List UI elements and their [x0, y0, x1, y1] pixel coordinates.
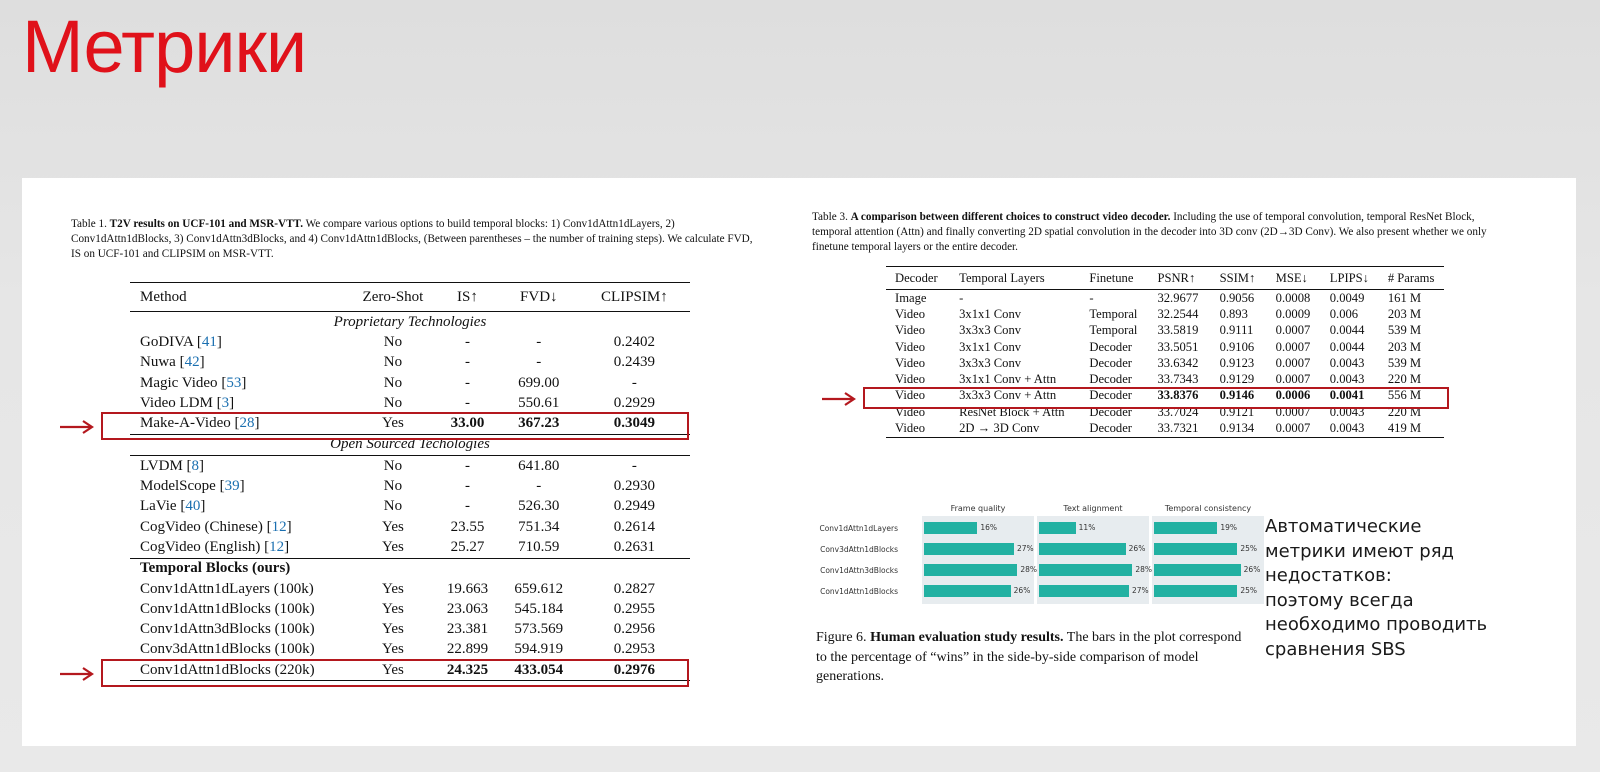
table3-cell-ssim: 0.9123: [1219, 355, 1255, 370]
table1-cell-zeroshot: Yes: [350, 413, 436, 434]
table3-cell-ssim: 0.9111: [1219, 323, 1254, 338]
table3-cell-psnr: 33.6342: [1157, 355, 1199, 370]
bar: [924, 543, 1014, 555]
table3-cell-lpips: 0.0043: [1329, 404, 1365, 419]
table1-cell-fvd: 526.30: [518, 498, 560, 515]
table1-cell-clipsim: 0.2614: [613, 518, 656, 535]
bar-value-label: 26%: [1243, 565, 1261, 574]
table1-cell-fvd: 659.612: [514, 580, 564, 597]
method-name: Magic Video: [140, 374, 218, 391]
table1-cell-is: -: [464, 478, 470, 495]
table1-header-is: IS↑: [436, 283, 499, 312]
method-name: ModelScope: [140, 478, 216, 495]
highlight-conv1dattn1dblocks-220k: [101, 659, 689, 687]
table1-cell-method: CogVideo (English) [12]: [140, 538, 290, 555]
table3-cell-decoder: Video: [895, 355, 926, 370]
citation-link: 39: [224, 478, 240, 495]
table3-cell-psnr: 33.8376: [1157, 388, 1199, 403]
table3-cell-ssim: 0.893: [1219, 306, 1248, 321]
table3-cell-lpips: 0.0041: [1329, 388, 1365, 403]
table1: [130, 282, 690, 681]
table1-cell-clipsim: -: [631, 374, 637, 391]
category-label: Conv1dAttn1dBlocks: [820, 587, 898, 596]
bar: [1154, 585, 1237, 597]
table3-cell-psnr: 33.7321: [1157, 420, 1219, 437]
method-name: Conv1dAttn1dBlocks (100k): [140, 600, 315, 617]
table1-cell-fvd: 545.184: [514, 600, 564, 617]
bar-value-label: 25%: [1240, 544, 1257, 553]
table1-cell-fvd: 594.919: [514, 641, 564, 658]
bar: [924, 585, 1011, 597]
bar: [1154, 543, 1237, 555]
table1-cell-fvd: 433.054: [499, 660, 579, 681]
table3-cell-decoder: Video: [895, 323, 926, 338]
note-line: необходимо проводить: [1265, 614, 1488, 636]
table1-row: [130, 537, 690, 558]
table3-header-ssim: SSIM↑: [1220, 267, 1276, 290]
bar: [1154, 522, 1217, 534]
table1-cell-clipsim: 0.2953: [613, 641, 656, 658]
table1-cell-zeroshot: No: [383, 333, 403, 350]
table1-cell-is: -: [464, 333, 470, 350]
method-name: Nuwa: [140, 354, 176, 371]
table1-caption-bold: T2V results on UCF-101 and MSR-VTT.: [109, 218, 303, 230]
category-label: Conv1dAttn1dLayers: [819, 524, 898, 533]
table1-cell-clipsim: 0.2402: [613, 333, 656, 350]
citation-link: 8: [191, 457, 200, 474]
bar-value-label: 27%: [1017, 544, 1034, 553]
table3-header-row: [886, 267, 1444, 290]
table3-row: [886, 290, 1444, 307]
table3-header-mse: MSE↓: [1276, 267, 1330, 290]
table3-body: [886, 290, 1444, 438]
bar-value-label: 19%: [1220, 523, 1237, 532]
method-name: Conv1dAttn1dLayers (100k): [140, 580, 314, 597]
table1-cell-method: LaVie [40]: [140, 498, 206, 515]
table3-cell-mse: 0.0006: [1275, 388, 1311, 403]
table1-caption: [71, 217, 761, 262]
bar: [924, 522, 977, 534]
table3-header-params: # Params: [1388, 267, 1444, 290]
highlight-make-a-video: [101, 412, 689, 440]
panel-title: Text alignment: [1063, 504, 1123, 513]
table3-cell-temporal-layers: 3x1x1 Conv: [959, 306, 1022, 321]
bar-value-label: 25%: [1240, 586, 1257, 595]
figure6-caption-text: The bars in the plot correspond to the percentage of “wins” in the side-by-side comparison of model generations.: [816, 630, 1242, 684]
table3-cell-params: 220 M: [1387, 372, 1422, 387]
table1-section-label: Open Sourced Techologies: [130, 434, 690, 455]
table3-cell-lpips: 0.0043: [1330, 420, 1388, 437]
bar-value-label: 28%: [1135, 565, 1152, 574]
table3-cell-finetune: Decoder: [1089, 420, 1157, 437]
side-note: [1265, 515, 1585, 663]
table3-cell-ssim: 0.9146: [1219, 388, 1255, 403]
table1-cell-zeroshot: No: [383, 457, 403, 474]
table1-cell-is: 25.27: [450, 538, 485, 555]
table1-cell-clipsim: 0.2631: [613, 538, 656, 555]
table1-header-row: [130, 283, 690, 312]
table3-cell-finetune: Temporal: [1089, 323, 1138, 338]
table1-section-row: [130, 558, 690, 579]
table1-row: [130, 332, 690, 352]
table1-cell-fvd: -: [536, 333, 542, 350]
table3-cell-decoder: Video: [895, 404, 926, 419]
table1-cell-method: [130, 640, 350, 660]
table1-cell-clipsim: 0.2956: [613, 621, 656, 638]
table3-caption-label: Table 3.: [812, 211, 848, 223]
table1-cell-zeroshot: Yes: [382, 600, 404, 617]
slide-title: Метрики: [22, 5, 307, 88]
table3-cell-temporal-layers: 2D → 3D Conv: [959, 420, 1089, 437]
chart-panel: [922, 504, 1037, 604]
table3-cell-params: 556 M: [1387, 388, 1422, 403]
table1-row: [130, 393, 690, 413]
table3-cell-lpips: 0.0044: [1329, 323, 1365, 338]
table1-row: [130, 497, 690, 517]
bar: [924, 564, 1017, 576]
bar-value-label: 26%: [1128, 544, 1146, 553]
table1-cell-is: -: [464, 498, 470, 515]
table1-cell-fvd: 641.80: [518, 457, 560, 474]
table1-cell-zeroshot: No: [383, 478, 403, 495]
table1-cell-is: -: [464, 457, 470, 474]
table3-cell-lpips: 0.006: [1329, 306, 1359, 321]
table1-row: [130, 517, 690, 537]
table1-caption-text: We compare various options to build temporal blocks: 1) Conv1dAttn1dLayers, 2) Conv1dAttn1dBlocks, 3) Conv1dAttn3dBlocks, and 4) Conv1dAttn1dBlocks, (Between parentheses – the number of training steps). We calculate FVD, IS on UCF-101 and CLIPSIM on MSR-VTT.: [71, 218, 753, 260]
table1-row: [130, 373, 690, 393]
table1-row: [130, 579, 690, 599]
table3-cell-mse: 0.0007: [1275, 372, 1311, 387]
citation-link: 53: [226, 374, 242, 391]
table1-cell-zeroshot: Yes: [350, 660, 436, 681]
table1-cell-fvd: 699.00: [518, 374, 560, 391]
table1-cell-zeroshot: Yes: [382, 538, 404, 555]
table1-cell-is: 19.663: [446, 580, 489, 597]
table3-caption-text: Including the use of temporal convolution, temporal ResNet Block, temporal attention (Attn) and finally converting 2D spatial convolution in the decoder into 3D conv (2D→3D Conv). We also present whether we only finetune temporal layers or the entire decoder.: [812, 211, 1487, 253]
table3-cell-psnr: 32.9677: [1157, 290, 1199, 305]
table1-cell-zeroshot: No: [383, 394, 403, 411]
method-name: CogVideo (English): [140, 538, 261, 555]
table1-cell-zeroshot: Yes: [382, 641, 404, 658]
table1-cell-zeroshot: Yes: [382, 580, 404, 597]
table1-cell-clipsim: 0.2929: [613, 394, 656, 411]
table3-cell-mse: 0.0007: [1275, 323, 1311, 338]
method-name: Conv1dAttn3dBlocks (100k): [140, 621, 315, 638]
figure6-caption: [816, 628, 1246, 687]
table3-cell-mse: 0.0008: [1275, 290, 1311, 305]
arrow-icon: [60, 420, 94, 434]
table1-body: [130, 312, 690, 681]
table3-cell-params: 539 M: [1387, 323, 1422, 338]
table3-caption-bold: A comparison between different choices to construct video decoder.: [850, 211, 1171, 223]
table1-cell-is: 23.381: [446, 621, 489, 638]
table3-cell-psnr: 33.7343: [1157, 372, 1199, 387]
citation-link: 28: [239, 415, 255, 432]
table3-header-lpips: LPIPS↓: [1330, 267, 1388, 290]
table3-cell-ssim: 0.9121: [1219, 404, 1255, 419]
table3-header-psnr: PSNR↑: [1157, 267, 1219, 290]
table1-cell-method: GoDIVA [41]: [140, 333, 222, 350]
table3-cell-finetune: Decoder: [1089, 404, 1132, 419]
table3-cell-decoder: Video: [895, 339, 926, 354]
table3-cell-temporal-layers: -: [959, 290, 964, 305]
citation-link: 12: [269, 538, 285, 555]
table1-row: [130, 619, 690, 639]
table1-section-row: [130, 312, 690, 333]
table1-header-method: Method: [130, 283, 350, 312]
citation-link: 41: [201, 333, 217, 350]
table3-cell-psnr: 33.7024: [1157, 404, 1199, 419]
highlight-3x3x3-conv-attn: [863, 387, 1449, 409]
note-line: сравнения SBS: [1265, 638, 1406, 660]
table3-cell-psnr: 32.2544: [1157, 306, 1199, 321]
table3-cell-temporal-layers: 3x3x3 Conv + Attn: [959, 388, 1057, 403]
table1-cell-method: [130, 619, 350, 639]
table3-cell-finetune: Temporal: [1089, 306, 1138, 321]
table3-cell-ssim: 0.9129: [1219, 372, 1255, 387]
table1-cell-zeroshot: No: [383, 374, 403, 391]
table1-caption-label: Table 1.: [71, 218, 107, 230]
bar-value-label: 11%: [1078, 523, 1096, 532]
table3-cell-finetune: Decoder: [1089, 372, 1132, 387]
table3-cell-finetune: Decoder: [1089, 388, 1132, 403]
table1-cell-is: 23.55: [450, 518, 485, 535]
citation-link: 40: [185, 498, 201, 515]
table1-cell-method: ModelScope [39]: [140, 478, 245, 495]
table3-cell-temporal-layers: 3x1x1 Conv: [959, 339, 1022, 354]
table3-cell-temporal-layers: 3x1x1 Conv + Attn: [959, 372, 1057, 387]
citation-link: 3: [221, 394, 230, 411]
chart-panel: [1037, 504, 1152, 604]
arrow-icon: [822, 392, 856, 406]
table3-cell-mse: 0.0009: [1275, 306, 1311, 321]
table1-header-clipsim: CLIPSIM↑: [579, 283, 690, 312]
method-name: CogVideo (Chinese): [140, 518, 263, 535]
table3-cell-ssim: 0.9106: [1219, 339, 1255, 354]
bar: [1039, 522, 1076, 534]
table3-cell-mse: 0.0007: [1275, 404, 1311, 419]
method-name: Conv3dAttn1dBlocks (100k): [140, 641, 315, 658]
table1-cell-zeroshot: Yes: [382, 518, 404, 535]
arrow-icon: [60, 667, 94, 681]
table3-header-decoder: Decoder: [886, 267, 959, 290]
table3-row: [886, 306, 1444, 322]
table3-cell-decoder: Video: [895, 372, 926, 387]
table1-cell-clipsim: -: [631, 457, 637, 474]
table3-cell-decoder: Video: [895, 306, 926, 321]
table1-cell-fvd: 573.569: [514, 621, 564, 638]
table1-cell-method: LVDM [8]: [140, 457, 205, 474]
table3-cell-lpips: 0.0043: [1329, 355, 1365, 370]
table3-cell-params: 203 M: [1387, 339, 1422, 354]
table1-section-label: Temporal Blocks (ours): [130, 558, 690, 579]
method-name: LaVie: [140, 498, 177, 515]
citation-link: 12: [271, 518, 287, 535]
table3: [886, 266, 1444, 438]
bar: [1039, 585, 1129, 597]
category-label: Conv1dAttn3dBlocks: [820, 566, 898, 575]
table1-cell-method: [130, 599, 350, 619]
table1-row: [130, 599, 690, 619]
table3-row: [886, 371, 1444, 387]
figure6-chart: [818, 504, 1261, 612]
table1-cell-method: [130, 579, 350, 599]
note-line: метрики имеют ряд: [1265, 540, 1454, 562]
table3-cell-ssim: 0.9056: [1219, 290, 1255, 305]
table1-cell-is: 23.063: [446, 600, 489, 617]
table1-cell-method: Make-A-Video [28]: [130, 413, 350, 434]
note-line: поэтому всегда: [1265, 589, 1414, 611]
table1-cell-method: Video LDM [3]: [140, 394, 235, 411]
table1-cell-is: 24.325: [436, 660, 499, 681]
table1-cell-clipsim: 0.3049: [579, 413, 690, 434]
table3-cell-params: 539 M: [1387, 355, 1422, 370]
bar: [1039, 564, 1132, 576]
table3-cell-temporal-layers: 3x3x3 Conv: [959, 355, 1022, 370]
table3-cell-lpips: 0.0043: [1329, 372, 1365, 387]
table3-row: [886, 355, 1444, 371]
table3-cell-lpips: 0.0049: [1329, 290, 1365, 305]
table1-row: [130, 476, 690, 496]
table3-cell-decoder: Video: [886, 420, 959, 437]
table1-cell-method: CogVideo (Chinese) [12]: [140, 518, 292, 535]
method-name: Make-A-Video: [140, 415, 231, 432]
bar-value-label: 26%: [1013, 586, 1031, 595]
table3-cell-decoder: Video: [895, 388, 926, 403]
figure6-caption-bold: Human evaluation study results.: [870, 630, 1064, 645]
table3-header-finetune: Finetune: [1089, 267, 1157, 290]
table3-cell-finetune: -: [1089, 290, 1094, 305]
table3-cell-params: 419 M: [1388, 420, 1444, 437]
table3-cell-finetune: Decoder: [1089, 339, 1132, 354]
table3-row: [886, 339, 1444, 355]
table1-cell-fvd: 710.59: [518, 538, 560, 555]
table3-cell-params: 220 M: [1387, 404, 1422, 419]
method-name: GoDIVA: [140, 333, 194, 350]
panel-title: Temporal consistency: [1164, 504, 1252, 513]
table3-cell-params: 203 M: [1387, 306, 1422, 321]
table3-cell-lpips: 0.0044: [1329, 339, 1365, 354]
category-label: Conv3dAttn1dBlocks: [820, 545, 898, 554]
table3-cell-mse: 0.0007: [1275, 339, 1311, 354]
table3-cell-psnr: 33.5051: [1157, 339, 1199, 354]
table1-cell-clipsim: 0.2976: [579, 660, 690, 681]
table3-caption: [812, 210, 1502, 255]
table1-cell-clipsim: 0.2955: [613, 600, 656, 617]
note-line: Автоматические: [1265, 516, 1422, 537]
table3-row: [886, 420, 1444, 437]
bar-value-label: 27%: [1132, 586, 1149, 595]
table1-cell-zeroshot: No: [383, 354, 403, 371]
bar-value-label: 28%: [1020, 565, 1037, 574]
figure6-caption-label: Figure 6.: [816, 630, 867, 645]
table1-cell-zeroshot: Yes: [382, 621, 404, 638]
table3-cell-ssim: 0.9134: [1220, 420, 1276, 437]
panel-title: Frame quality: [950, 504, 1006, 513]
table3-cell-mse: 0.0007: [1275, 355, 1311, 370]
table3-cell-params: 161 M: [1387, 290, 1422, 305]
table1-row: [130, 456, 690, 477]
table3-cell-temporal-layers: ResNet Block + Attn: [959, 404, 1065, 419]
method-name: LVDM: [140, 457, 183, 474]
table3-cell-temporal-layers: 3x3x3 Conv: [959, 323, 1022, 338]
method-name: Conv1dAttn1dBlocks (220k): [140, 661, 315, 678]
table1-row: [130, 353, 690, 373]
table1-cell-fvd: -: [536, 478, 542, 495]
bar: [1039, 543, 1126, 555]
table1-row: [130, 640, 690, 660]
table1-cell-fvd: -: [536, 354, 542, 371]
table3-cell-decoder: Image: [895, 290, 927, 305]
table1-cell-fvd: 367.23: [499, 413, 579, 434]
table1-cell-zeroshot: No: [383, 498, 403, 515]
bar-value-label: 16%: [980, 523, 997, 532]
table1-cell-fvd: 550.61: [518, 394, 560, 411]
table1-cell-fvd: 751.34: [518, 518, 560, 535]
table3-cell-finetune: Decoder: [1089, 355, 1132, 370]
table3-cell-psnr: 33.5819: [1157, 323, 1199, 338]
bar: [1154, 564, 1241, 576]
note-line: недостатков:: [1265, 565, 1392, 587]
table1-cell-is: 22.899: [446, 641, 489, 658]
table1-section-label: Proprietary Technologies: [333, 313, 487, 330]
table1-cell-clipsim: 0.2827: [613, 580, 656, 597]
table1-cell-is: -: [464, 374, 470, 391]
table1-cell-clipsim: 0.2949: [613, 498, 656, 515]
table3-row: [886, 323, 1444, 339]
table1-cell-is: -: [464, 394, 470, 411]
table1-header-zeroshot: Zero-Shot: [350, 283, 436, 312]
table1-header-fvd: FVD↓: [499, 283, 579, 312]
table1-cell-is: 33.00: [436, 413, 499, 434]
table1-cell-clipsim: 0.2439: [613, 354, 656, 371]
table1-cell-clipsim: 0.2930: [613, 478, 656, 495]
table1-cell-method: Magic Video [53]: [140, 374, 247, 391]
table1-cell-is: -: [464, 354, 470, 371]
method-name: Video LDM: [140, 394, 213, 411]
citation-link: 42: [184, 354, 200, 371]
table3-header-temporal-layers: Temporal Layers: [959, 267, 1089, 290]
table3-cell-mse: 0.0007: [1276, 420, 1330, 437]
chart-panel: [1152, 504, 1264, 604]
table1-cell-method: Nuwa [42]: [140, 354, 205, 371]
